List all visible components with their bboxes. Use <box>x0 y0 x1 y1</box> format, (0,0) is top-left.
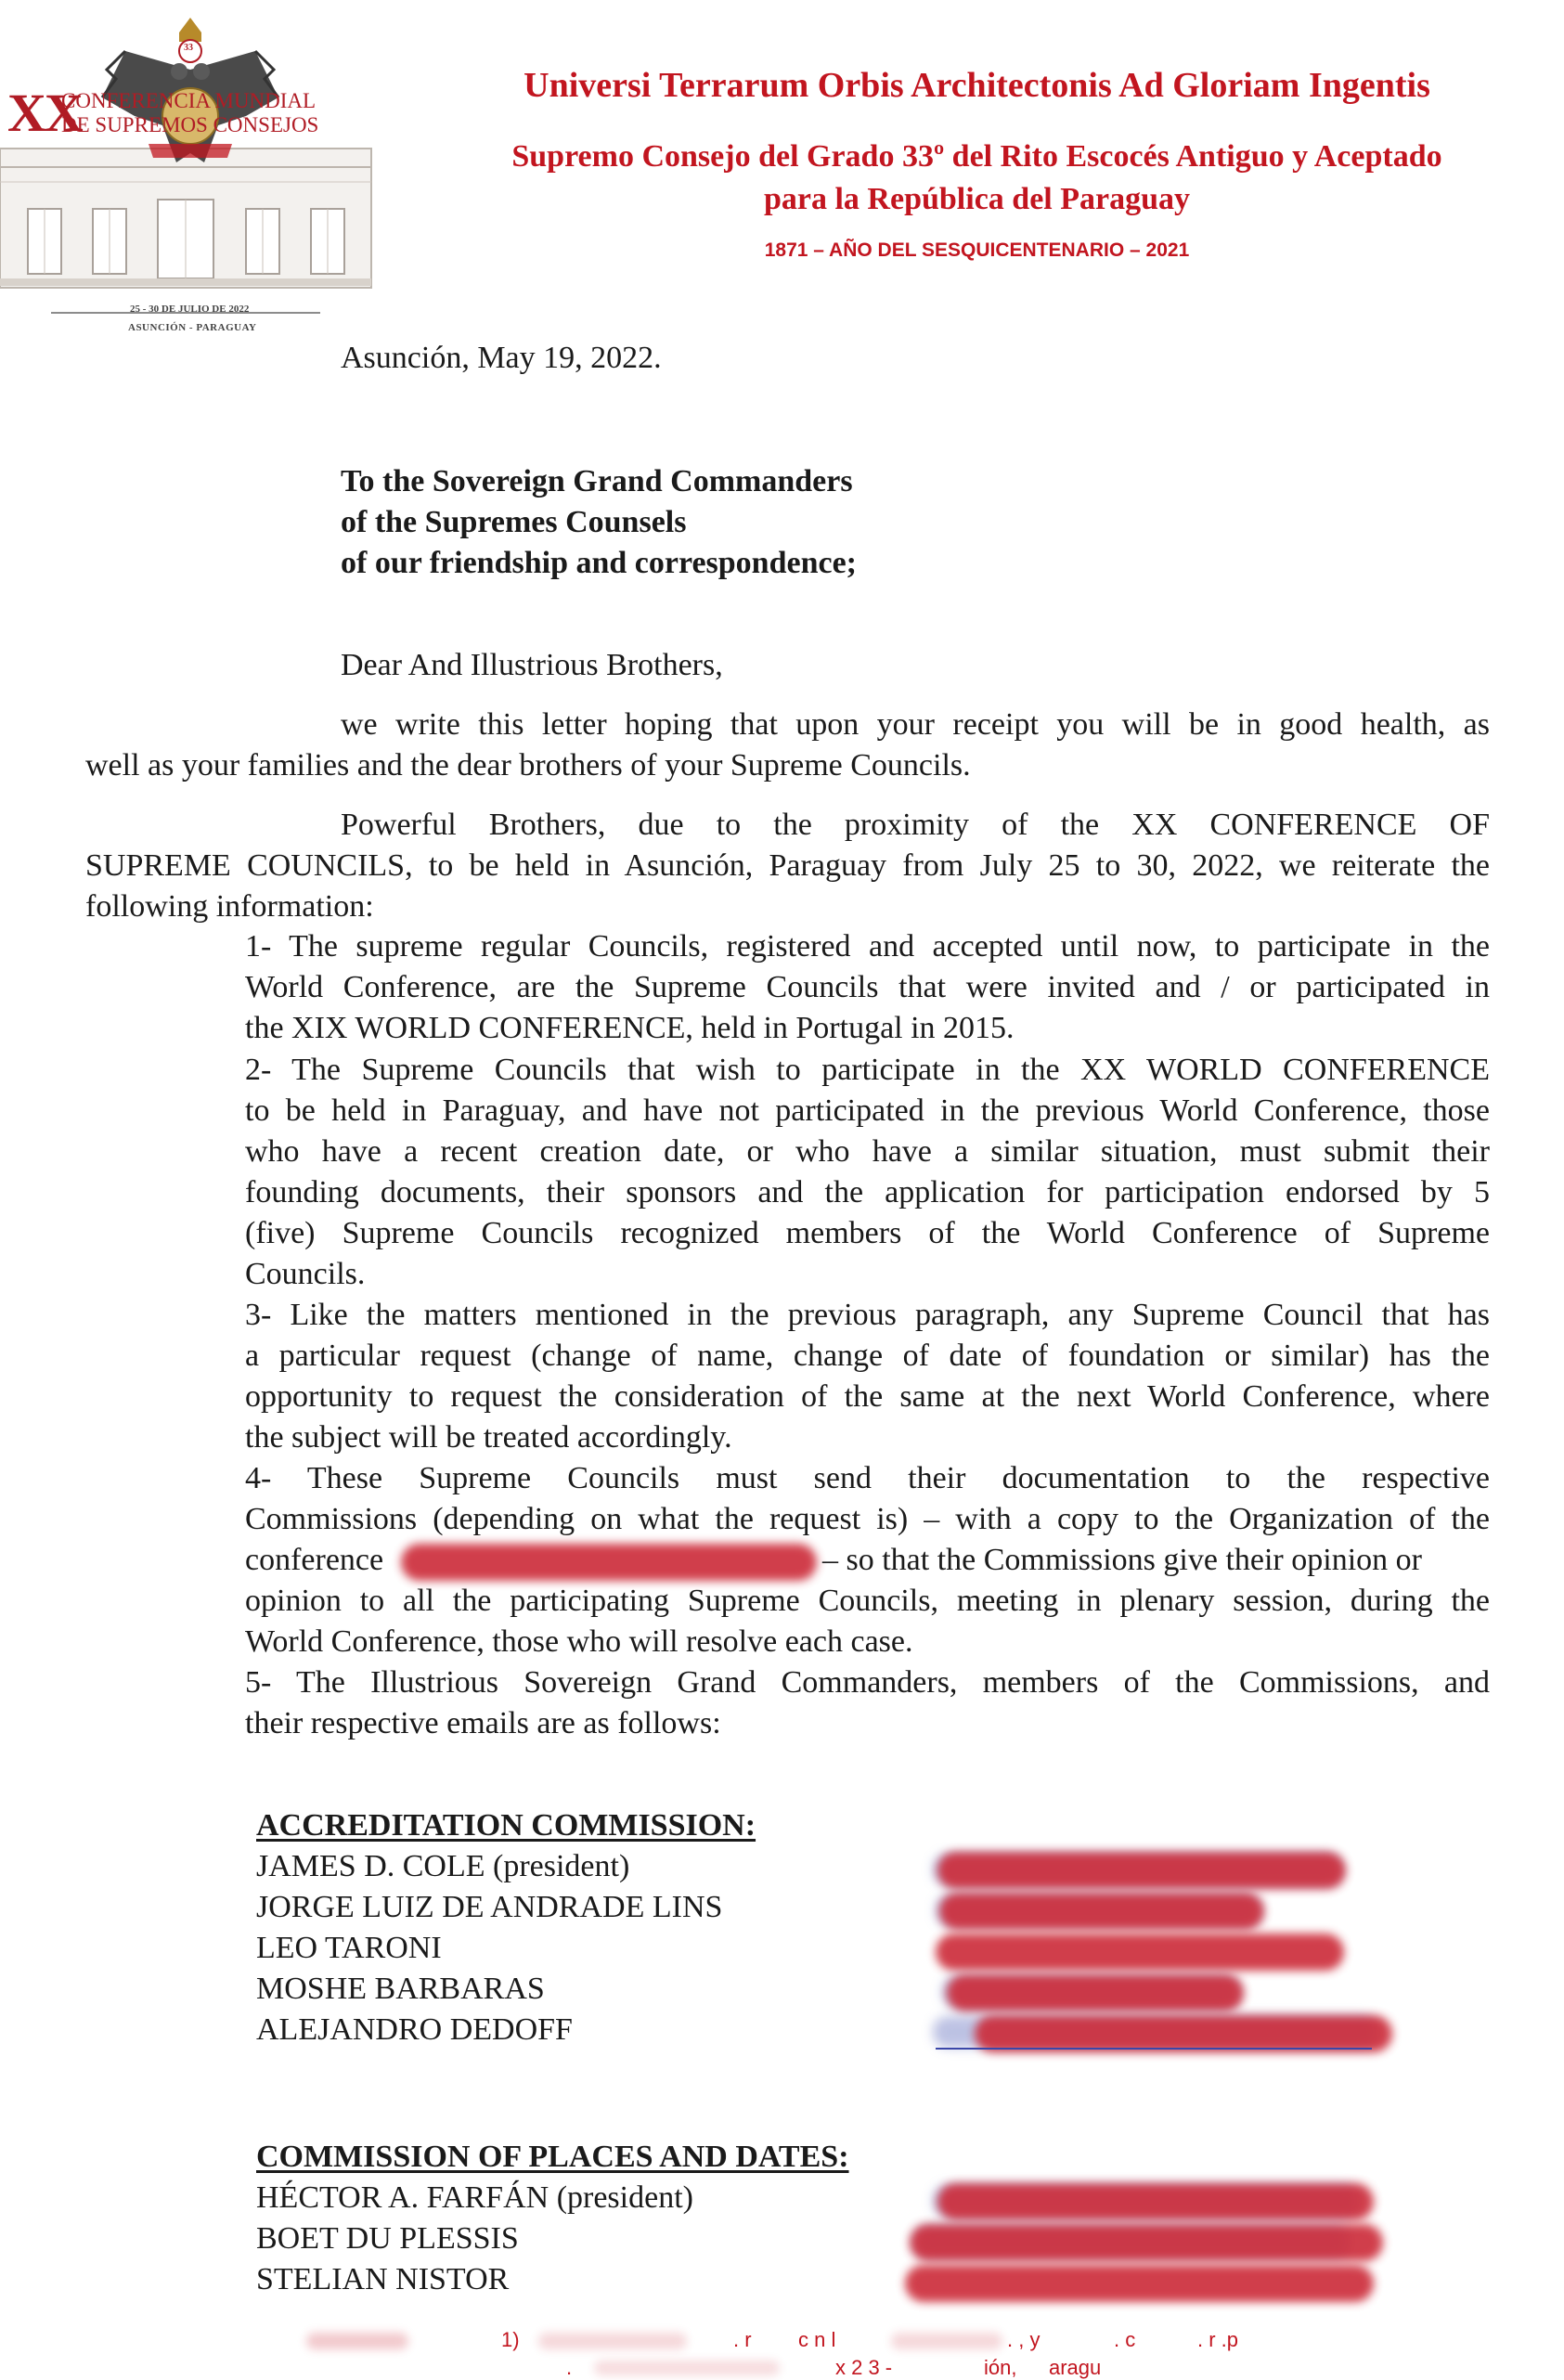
member-name: HÉCTOR A. FARFÁN (president) <box>256 2180 693 2215</box>
footer-fragment: . c <box>1114 2328 1136 2351</box>
list-item-line: World Conference, those who will resolve each case. <box>245 1624 913 1659</box>
accreditation-commission-title: ACCREDITATION COMMISSION: <box>256 1808 756 1843</box>
item-4-line-end: – so that the Commissions give their opinion or <box>822 1543 1422 1577</box>
header-anniversary: 1871 – AÑO DEL SESQUICENTENARIO – 2021 <box>764 239 1190 261</box>
list-item-line: 3- Like the matters mentioned in the previous paragraph, any Supreme Council that has <box>245 1298 1490 1332</box>
redacted-email <box>936 1934 1344 1971</box>
item-4-conference-label: conference <box>245 1543 384 1577</box>
list-item-line: opportunity to request the consideration of the same at the next World Conference, where <box>245 1379 1490 1414</box>
member-name: ALEJANDRO DEDOFF <box>256 2012 573 2047</box>
recipient-line: of the Supremes Counsels <box>341 505 687 539</box>
list-item-3 <box>245 1295 1490 1458</box>
member-name: LEO TARONI <box>256 1931 442 1965</box>
footer-fragment: . r .p <box>1197 2328 1239 2351</box>
footer-fragment: . r <box>733 2328 752 2351</box>
letter-date: Asunción, May 19, 2022. <box>341 341 662 375</box>
paragraph-1-line: we write this letter hoping that upon your receipt you will be in good health, as <box>341 707 1490 742</box>
list-item-1 <box>245 926 1490 1049</box>
list-item-line: World Conference, are the Supreme Councils that were invited and / or participated in <box>245 970 1490 1004</box>
redacted-email <box>910 2224 1383 2261</box>
footer-fragment: c n l <box>798 2328 836 2351</box>
paragraph-1-line: well as your families and the dear brothers of your Supreme Councils. <box>85 748 971 783</box>
paragraph-2-line: SUPREME COUNCILS, to be held in Asunción, Paraguay from July 25 to 30, 2022, we reiterate the <box>85 848 1490 883</box>
paragraph-2-line: Powerful Brothers, due to the proximity of the XX CONFERENCE OF <box>341 808 1490 842</box>
logo-badge: 33 <box>184 43 193 53</box>
header-country: para la República del Paraguay <box>763 182 1191 216</box>
places-dates-commission-title: COMMISSION OF PLACES AND DATES: <box>256 2140 849 2174</box>
recipient-line: To the Sovereign Grand Commanders <box>341 464 853 498</box>
list-item-line: 5- The Illustrious Sovereign Grand Commanders, members of the Commissions, and <box>245 1665 1490 1700</box>
footer-faded-text <box>594 2361 780 2375</box>
logo-line-2: DE SUPREMOS CONSEJOS <box>61 113 319 136</box>
logo-line-1: CONFERENCIA MUNDIAL <box>61 89 317 112</box>
accreditation-members <box>256 1846 722 2050</box>
logo-dates: 25 - 30 DE JULIO DE 2022 <box>130 304 250 315</box>
footer-faded-text <box>538 2333 687 2349</box>
redacted-email <box>939 1893 1264 1930</box>
footer-fragment: 1) <box>501 2328 520 2351</box>
list-item-line: Commissions (depending on what the request is) – with a copy to the Organization of the <box>245 1502 1490 1536</box>
email-underline <box>936 2048 1372 2050</box>
building-and-eagle-emblem <box>0 0 390 348</box>
redacted-email <box>975 2015 1392 2052</box>
member-name: STELIAN NISTOR <box>256 2262 510 2296</box>
list-item-4 <box>245 1458 1490 1540</box>
member-name: JORGE LUIZ DE ANDRADE LINS <box>256 1890 723 1924</box>
footer-fragment: x 2 3 - <box>835 2356 893 2379</box>
logo-place: ASUNCIÓN - PARAGUAY <box>128 322 257 333</box>
list-item-line: (five) Supreme Councils recognized members of the World Conference of Supreme <box>245 1216 1490 1250</box>
list-item-line: to be held in Paraguay, and have not participated in the previous World Conference, those <box>245 1093 1490 1128</box>
list-item-line: opinion to all the participating Supreme Councils, meeting in plenary session, during the <box>245 1584 1490 1618</box>
recipient-block <box>341 461 857 584</box>
list-item-2 <box>245 1050 1490 1295</box>
list-item-line: founding documents, their sponsors and the application for participation endorsed by 5 <box>245 1175 1490 1209</box>
redacted-email <box>905 2265 1374 2302</box>
redacted-email <box>401 1544 817 1581</box>
places-dates-members <box>256 2178 693 2300</box>
list-item-line: 1- The supreme regular Councils, registered and accepted until now, to participate in the <box>245 929 1490 964</box>
list-item-line: their respective emails are as follows: <box>245 1706 721 1740</box>
list-item-line: who have a recent creation date, or who have a similar situation, must submit their <box>245 1134 1490 1169</box>
list-item-line: Councils. <box>245 1257 366 1291</box>
header-council: Supremo Consejo del Grado 33º del Rito Escocés Antiguo y Aceptado <box>511 139 1442 174</box>
list-item-5 <box>245 1662 1490 1744</box>
member-name: MOSHE BARBARAS <box>256 1972 545 2006</box>
conference-logo <box>0 0 390 348</box>
list-item-line: the subject will be treated accordingly. <box>245 1420 732 1455</box>
list-item-line: 4- These Supreme Councils must send their documentation to the respective <box>245 1461 1490 1495</box>
footer-fragment: . , y <box>1007 2328 1041 2351</box>
footer-fragment: aragu <box>1049 2356 1102 2379</box>
footer-faded-text <box>891 2333 1002 2349</box>
member-name: JAMES D. COLE (president) <box>256 1849 630 1883</box>
list-item-line: the XIX WORLD CONFERENCE, held in Portugal in 2015. <box>245 1011 1015 1045</box>
header-motto: Universi Terrarum Orbis Architectonis Ad Gloriam Ingentis <box>523 66 1430 105</box>
list-item-line: a particular request (change of name, change of date of foundation or similar) has the <box>245 1339 1490 1373</box>
redacted-email <box>937 2183 1374 2220</box>
footer-fragment: ión, <box>984 2356 1017 2379</box>
member-name: BOET DU PLESSIS <box>256 2221 519 2256</box>
redacted-email <box>937 1852 1346 1889</box>
logo-xx: XX <box>7 83 82 143</box>
redacted-email <box>947 1974 1244 2011</box>
footer-fragment: . <box>566 2356 573 2379</box>
paragraph-2-line: following information: <box>85 889 374 924</box>
salutation: Dear And Illustrious Brothers, <box>341 648 723 682</box>
list-item-line: 2- The Supreme Councils that wish to participate in the XX WORLD CONFERENCE <box>245 1053 1490 1087</box>
footer-faded-text <box>306 2333 408 2349</box>
recipient-line: of our friendship and correspondence; <box>341 546 858 580</box>
list-item-4-cont <box>245 1581 1490 1662</box>
